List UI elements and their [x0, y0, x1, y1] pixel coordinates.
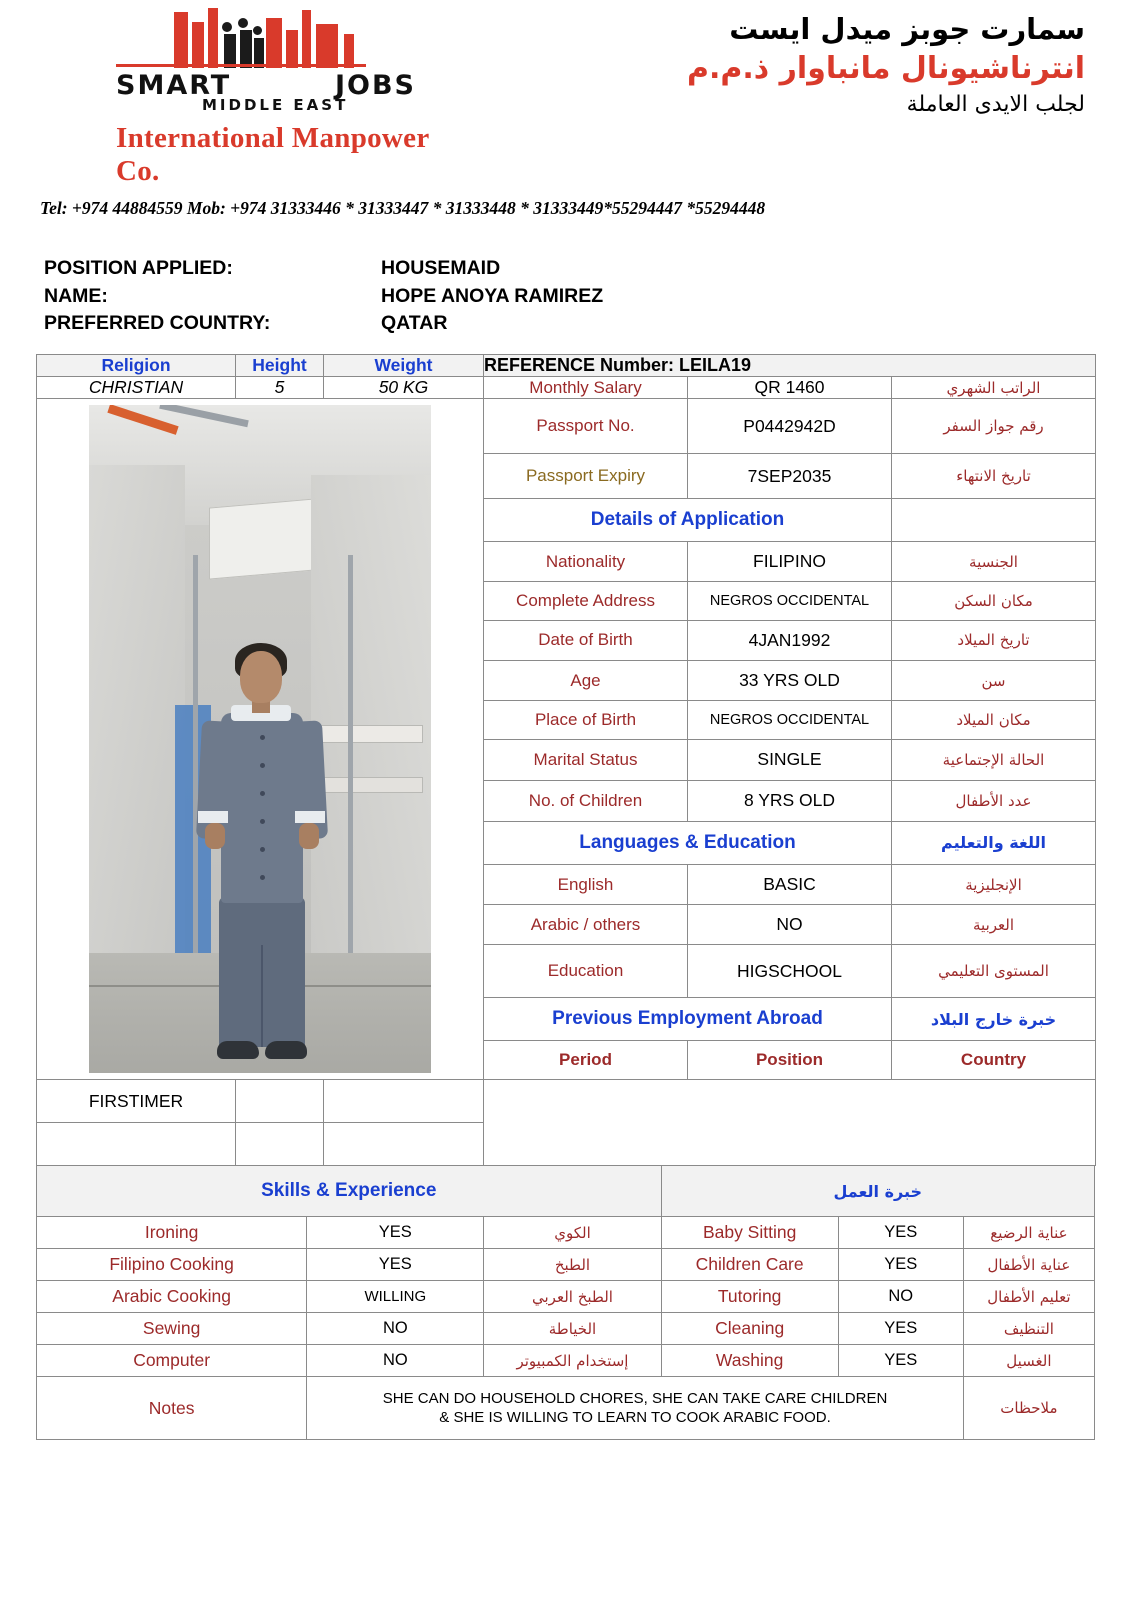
employment-title: Previous Employment Abroad	[484, 998, 892, 1041]
contact-line: Tel: +974 44884559 Mob: +974 31333446 * 31333447 * 31333448 * 31333449*55294447 *55294448	[40, 198, 766, 218]
skill-babysitting-arabic: عناية الرضيع	[963, 1217, 1094, 1249]
position-row	[44, 255, 1095, 283]
marital-status-arabic: الحالة الإجتماعية	[892, 739, 1096, 780]
arabic-line-1: سمارت جوبز ميدل ايست	[729, 12, 1085, 46]
skill-cleaning-value: YES	[838, 1313, 963, 1345]
skill-row	[37, 1345, 1095, 1377]
employment-row	[37, 1080, 1096, 1123]
nationality-label: Nationality	[484, 542, 688, 582]
religion-header: Religion	[37, 355, 236, 377]
languages-title-arabic: اللغة والتعليم	[892, 821, 1096, 864]
skill-tutoring-value: NO	[838, 1281, 963, 1313]
skill-arabic-cooking-arabic: الطبخ العربي	[484, 1281, 661, 1313]
arabic-line-2: انترناشيونال مانباوار ذ.م.م	[687, 51, 1085, 87]
skill-tutoring-arabic: تعليم الأطفال	[963, 1281, 1094, 1313]
employment-period-1: FIRSTIMER	[37, 1080, 236, 1123]
nationality-value: FILIPINO	[688, 542, 892, 582]
height-value: 5	[236, 377, 324, 399]
skills-title-arabic: خبرة العمل	[661, 1166, 1094, 1217]
address-label: Complete Address	[484, 582, 688, 620]
logo-text-jobs: JOBS	[334, 70, 416, 101]
skill-sewing-value: NO	[307, 1313, 484, 1345]
skill-filipino-cooking-label: Filipino Cooking	[37, 1249, 307, 1281]
company-logo	[36, 8, 456, 188]
skill-computer-value: NO	[307, 1345, 484, 1377]
skill-ironing-label: Ironing	[37, 1217, 307, 1249]
name-row	[44, 283, 1095, 311]
country-row	[44, 310, 1095, 338]
company-name: International Manpower Co.	[116, 122, 429, 187]
english-label: English	[484, 864, 688, 904]
education-arabic: المستوى التعليمي	[892, 945, 1096, 998]
position-value: HOUSEMAID	[381, 257, 501, 279]
skill-computer-label: Computer	[37, 1345, 307, 1377]
document-header	[36, 0, 1095, 188]
skill-children-care-label: Children Care	[661, 1249, 838, 1281]
passport-no-label: Passport No.	[484, 399, 688, 454]
age-arabic: سن	[892, 661, 1096, 701]
employment-country-2	[324, 1123, 484, 1166]
education-label: Education	[484, 945, 688, 998]
nationality-arabic: الجنسية	[892, 542, 1096, 582]
applicant-photo	[37, 399, 484, 1080]
skill-cleaning-label: Cleaning	[661, 1313, 838, 1345]
monthly-salary-value: QR 1460	[688, 377, 892, 399]
age-label: Age	[484, 661, 688, 701]
skill-tutoring-label: Tutoring	[661, 1281, 838, 1313]
logo-graphic-icon	[116, 8, 416, 114]
country-header: Country	[892, 1041, 1096, 1080]
skill-filipino-cooking-arabic: الطبخ	[484, 1249, 661, 1281]
logo-text-middle-east: MIDDLE EAST	[202, 96, 349, 114]
name-value: HOPE ANOYA RAMIREZ	[381, 284, 604, 307]
skill-row	[37, 1313, 1095, 1345]
height-header: Height	[236, 355, 324, 377]
skill-sewing-label: Sewing	[37, 1313, 307, 1345]
bio-header-row	[37, 355, 1096, 377]
skill-row	[37, 1249, 1095, 1281]
skill-washing-arabic: الغسيل	[963, 1345, 1094, 1377]
pob-arabic: مكان الميلاد	[892, 701, 1096, 739]
period-header: Period	[484, 1041, 688, 1080]
notes-line-1: SHE CAN DO HOUSEHOLD CHORES, SHE CAN TAKE CARE CHILDREN	[382, 1389, 888, 1407]
children-value: 8 YRS OLD	[688, 780, 892, 821]
details-title-blank	[892, 499, 1096, 542]
skill-children-care-arabic: عناية الأطفال	[963, 1249, 1094, 1281]
skills-table	[36, 1165, 1095, 1440]
country-value: QATAR	[381, 312, 448, 335]
skill-cleaning-arabic: التنظيف	[963, 1313, 1094, 1345]
applicant-summary	[36, 255, 1095, 338]
passport-no-arabic: رقم جواز السفر	[892, 399, 1096, 454]
reference-number: REFERENCE Number: LEILA19	[484, 355, 1096, 377]
weight-value: 50 KG	[324, 377, 484, 399]
skill-arabic-cooking-value: WILLING	[307, 1281, 484, 1313]
arabic-label: Arabic / others	[484, 905, 688, 945]
skill-babysitting-value: YES	[838, 1217, 963, 1249]
skill-babysitting-label: Baby Sitting	[661, 1217, 838, 1249]
arabic-arabic: العربية	[892, 905, 1096, 945]
employment-country-1	[324, 1080, 484, 1123]
notes-line-2: & SHE IS WILLING TO LEARN TO COOK ARABIC FOOD.	[439, 1409, 831, 1427]
address-arabic: مكان السكن	[892, 582, 1096, 620]
skill-washing-value: YES	[838, 1345, 963, 1377]
children-arabic: عدد الأطفال	[892, 780, 1096, 821]
pob-label: Place of Birth	[484, 701, 688, 739]
skill-row	[37, 1217, 1095, 1249]
languages-title: Languages & Education	[484, 821, 892, 864]
employment-position-2	[236, 1123, 324, 1166]
weight-header: Weight	[324, 355, 484, 377]
employment-row	[37, 1123, 1096, 1166]
photo-image	[89, 405, 431, 1073]
skills-title: Skills & Experience	[37, 1166, 662, 1217]
pob-value: NEGROS OCCIDENTAL	[688, 701, 892, 739]
employment-title-arabic: خبرة خارج البلاد	[892, 998, 1096, 1041]
skill-sewing-arabic: الخياطة	[484, 1313, 661, 1345]
notes-arabic: ملاحظات	[963, 1377, 1094, 1440]
notes-label: Notes	[37, 1377, 307, 1440]
notes-row	[37, 1377, 1095, 1440]
religion-value: CHRISTIAN	[37, 377, 236, 399]
passport-expiry-arabic: تاريخ الانتهاء	[892, 454, 1096, 499]
bio-value-row	[37, 377, 1096, 399]
employment-period-2	[37, 1123, 236, 1166]
english-arabic: الإنجليزية	[892, 864, 1096, 904]
company-name-arabic	[687, 8, 1095, 120]
monthly-salary-arabic: الراتب الشهري	[892, 377, 1096, 399]
skill-ironing-value: YES	[307, 1217, 484, 1249]
arabic-value: NO	[688, 905, 892, 945]
skill-row	[37, 1281, 1095, 1313]
marital-status-label: Marital Status	[484, 739, 688, 780]
name-label: NAME:	[44, 284, 108, 307]
skill-washing-label: Washing	[661, 1345, 838, 1377]
monthly-salary-label: Monthly Salary	[484, 377, 688, 399]
skill-computer-arabic: إستخدام الكمبيوتر	[484, 1345, 661, 1377]
passport-no-value: P0442942D	[688, 399, 892, 454]
position-header: Position	[688, 1041, 892, 1080]
position-label: POSITION APPLIED:	[44, 257, 233, 279]
notes-value	[307, 1377, 964, 1440]
address-value: NEGROS OCCIDENTAL	[688, 582, 892, 620]
main-info-table	[36, 354, 1096, 1166]
dob-value: 4JAN1992	[688, 620, 892, 660]
dob-arabic: تاريخ الميلاد	[892, 620, 1096, 660]
passport-expiry-label: Passport Expiry	[484, 454, 688, 499]
skill-filipino-cooking-value: YES	[307, 1249, 484, 1281]
children-label: No. of Children	[484, 780, 688, 821]
age-value: 33 YRS OLD	[688, 661, 892, 701]
education-value: HIGSCHOOL	[688, 945, 892, 998]
marital-status-value: SINGLE	[688, 739, 892, 780]
details-title: Details of Application	[484, 499, 892, 542]
logo-text-smart: SMART	[116, 70, 232, 101]
skill-children-care-value: YES	[838, 1249, 963, 1281]
english-value: BASIC	[688, 864, 892, 904]
skill-arabic-cooking-label: Arabic Cooking	[37, 1281, 307, 1313]
passport-expiry-value: 7SEP2035	[688, 454, 892, 499]
dob-label: Date of Birth	[484, 620, 688, 660]
employment-position-1	[236, 1080, 324, 1123]
passport-no-row	[37, 399, 1096, 454]
skills-title-row	[37, 1166, 1095, 1217]
skill-ironing-arabic: الكوي	[484, 1217, 661, 1249]
country-label: PREFERRED COUNTRY:	[44, 312, 271, 335]
arabic-line-3: لجلب الايدى العاملة	[906, 91, 1085, 117]
